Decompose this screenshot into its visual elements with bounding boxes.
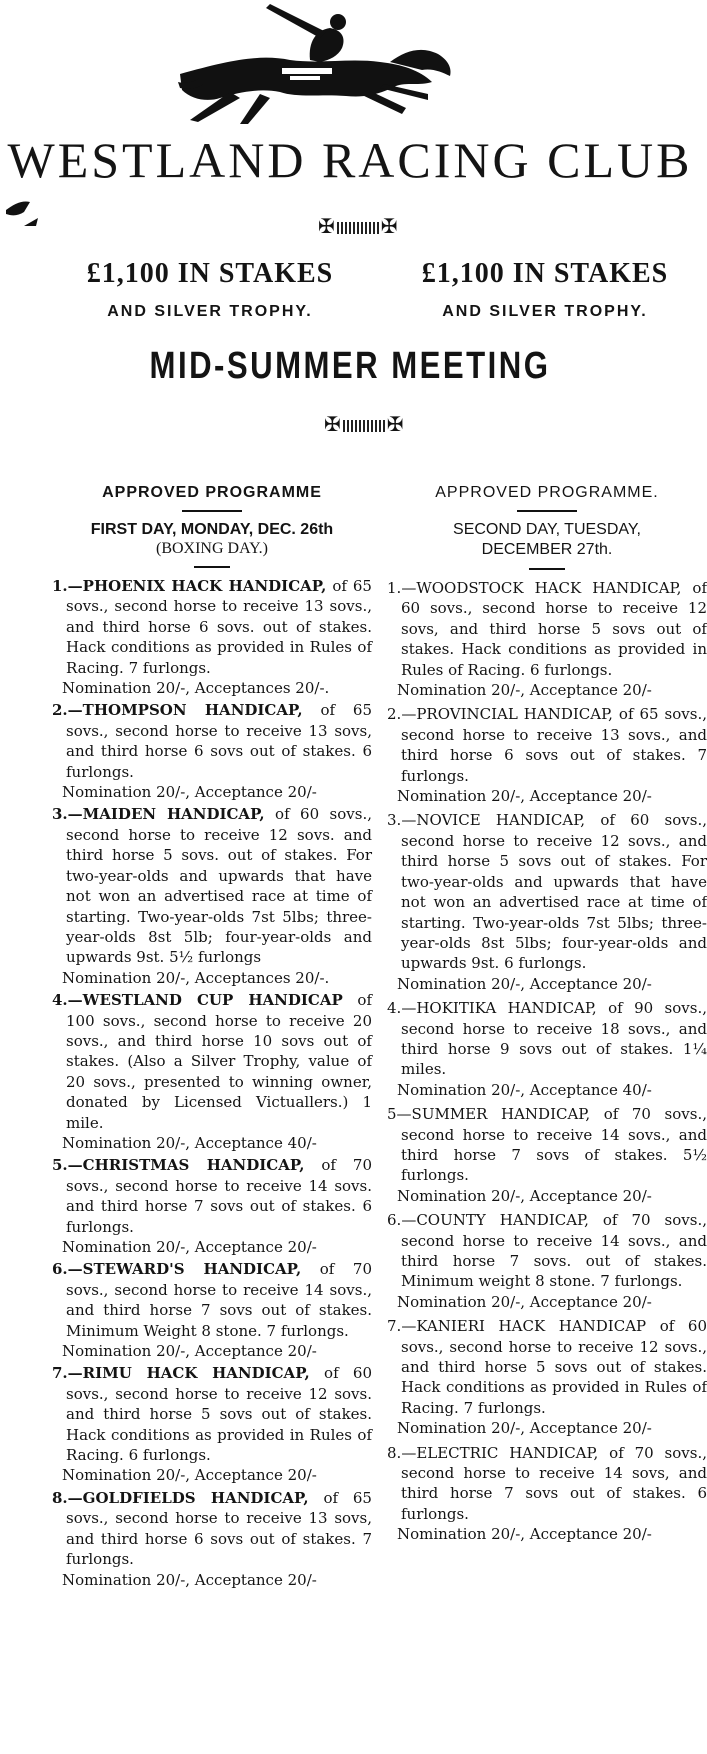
dotted-bar: [337, 222, 381, 234]
race-conditions: of 70 sovs., second horse to receive 14 sovs., and third horse 7 sovs of stakes. 5½ furlongs.: [401, 1105, 707, 1185]
ornament-divider-bottom: [324, 412, 406, 436]
race-entry: [387, 704, 707, 786]
race-conditions: of 70 sovs., second horse to receive 14 sovs. and third horse 7 sovs out of stakes. 6 furlongs.: [66, 1156, 372, 1236]
race-entry: [387, 1316, 707, 1418]
race-entry: [387, 1443, 707, 1525]
divider-rule: [529, 568, 565, 570]
nomination-fees: Nomination 20/-, Acceptance 20/-: [397, 787, 652, 806]
maltese-cross-icon: ✠: [380, 214, 400, 238]
nomination-fees: Nomination 20/-, Acceptance 40/-: [62, 1133, 317, 1152]
day-subtitle: (BOXING DAY.): [155, 540, 268, 557]
race-conditions: of 60 sovs., second horse to receive 12 sovs., and third horse 5 sovs out of stakes. Hack conditions as provided in Rules of Racing. 7 furlongs.: [401, 1317, 707, 1417]
first-day-column: [52, 484, 372, 1592]
race-number: 4.: [52, 991, 68, 1010]
race-number: 3.: [387, 811, 402, 830]
race-entry: [52, 990, 372, 1133]
race-name: —WESTLAND CUP HANDICAP: [67, 991, 343, 1010]
nomination-fees: Nomination 20/-, Acceptance 20/-: [397, 681, 652, 700]
maltese-cross-icon: ✠: [386, 412, 406, 436]
day-title: FIRST DAY, MONDAY, DEC. 26th: [90, 521, 334, 538]
race-name: —COUNTY HANDICAP,: [401, 1211, 589, 1230]
race-conditions: of 60 sovs., second horse to receive 12 sovs., and third horse 5 sovs out of stakes. For two-year-olds and upwards that have not won an advertised race at time of starting. Two-year-olds 7st 5lbs; three-year-olds 8st 5lbs; four-year-olds and upwards 9st. 6 furlongs.: [401, 811, 707, 973]
nomination-fees: Nomination 20/-, Acceptance 20/-: [62, 1570, 317, 1589]
dotted-bar: [343, 420, 387, 432]
nomination-fees: Nomination 20/-, Acceptance 20/-: [397, 1292, 652, 1311]
programme-heading: APPROVED PROGRAMME: [102, 484, 322, 501]
race-conditions: of 65 sovs., second horse to receive 13 sovs., and third horse 6 sovs out of stakes. 7 furlongs.: [401, 705, 707, 785]
race-number: 1.: [52, 577, 68, 595]
nomination-fees: Nomination 20/-, Acceptance 20/-: [397, 1419, 652, 1438]
race-entry: [387, 998, 707, 1080]
race-list: [387, 578, 707, 1545]
club-name-title: WESTLAND RACING CLUB: [7, 132, 693, 188]
nomination-fees: Nomination 20/-, Acceptances 20/-.: [62, 968, 330, 987]
race-number: 6.: [387, 1211, 402, 1230]
race-conditions: of 90 sovs., second horse to receive 18 sovs., and third horse 9 sovs out of stakes. 1¼ miles.: [401, 999, 707, 1079]
stakes-heading-right: £1,100 IN STAKES: [421, 258, 669, 289]
divider-rule: [182, 510, 242, 512]
race-name: —HOKITIKA HANDICAP,: [401, 999, 597, 1018]
nomination-fees: Nomination 20/-, Acceptance 40/-: [397, 1080, 652, 1099]
race-number: 4.: [387, 999, 402, 1018]
race-name: —PROVINCIAL HANDICAP,: [401, 705, 613, 724]
race-number: 2.: [52, 701, 68, 720]
race-name: —ELECTRIC HANDICAP,: [401, 1443, 599, 1462]
race-list: [52, 576, 372, 1590]
race-entry: [52, 700, 372, 782]
race-name: —NOVICE HANDICAP,: [401, 811, 586, 830]
race-number: 3.: [52, 805, 68, 824]
ornament-divider-top: [318, 214, 400, 238]
race-conditions: of 60 sovs., second horse to receive 12 sovs. and third horse 5 sovs. out of stakes. For two-year-olds and upwards that have not won an advertised race at time of starting. Two-year-olds 7st 5lbs; three-year-olds 8st 5lb; four-year-olds and upwards 9st. 5½ furlongs: [66, 805, 372, 967]
nomination-fees: Nomination 20/-, Acceptances 20/-.: [62, 679, 330, 698]
race-name: —GOLDFIELDS HANDICAP,: [67, 1488, 309, 1507]
race-entry: [52, 1488, 372, 1570]
maltese-cross-icon: ✠: [324, 412, 343, 436]
race-number: 8.: [52, 1488, 68, 1507]
race-conditions: of 70 sovs., second horse to receive 14 sovs., and third horse 7 sovs out of stakes. Minimum Weight 8 stone. 7 furlongs.: [66, 1260, 372, 1340]
race-entry: [387, 1104, 707, 1186]
second-day-column: [387, 484, 707, 1547]
stakes-subheading-left: AND SILVER TROPHY.: [107, 303, 313, 320]
nomination-fees: Nomination 20/-, Acceptance 20/-: [62, 1238, 317, 1256]
race-entry: [387, 810, 707, 973]
race-number: 5.: [52, 1156, 68, 1175]
race-entry: [52, 576, 372, 678]
nomination-fees: Nomination 20/-, Acceptance 20/-: [62, 1466, 317, 1485]
race-number: 1.: [387, 579, 402, 597]
nomination-fees: Nomination 20/-, Acceptance 20/-: [62, 783, 317, 802]
race-conditions: of 100 sovs., second horse to receive 20 sovs., and third horse 10 sovs out of stakes. (Also a Silver Trophy, value of 20 sovs., presented to winning owner, donated by Licensed Victuallers.) 1 mile.: [66, 991, 372, 1132]
race-name: —CHRISTMAS HANDICAP,: [67, 1156, 305, 1175]
racehorse-jockey-illustration: [170, 2, 460, 127]
nomination-fees: Nomination 20/-, Acceptance 20/-: [62, 1342, 317, 1361]
race-number: 6.: [52, 1260, 68, 1279]
race-name: —KANIERI HACK HANDICAP: [401, 1317, 647, 1336]
race-conditions: of 65 sovs., second horse to receive 13 sovs, and third horse 6 sovs out of stakes. 6 furlongs.: [66, 701, 372, 781]
stakes-subheading-right: AND SILVER TROPHY.: [442, 303, 648, 320]
race-name: —RIMU HACK HANDICAP,: [67, 1364, 310, 1383]
race-name: —MAIDEN HANDICAP,: [67, 805, 265, 824]
maltese-cross-icon: ✠: [318, 214, 337, 238]
race-entry: [387, 578, 707, 680]
race-name: —SUMMER HANDICAP,: [396, 1105, 591, 1124]
nomination-fees: Nomination 20/-, Acceptance 20/-: [397, 974, 652, 993]
meeting-title: MID-SUMMER MEETING: [149, 345, 551, 387]
race-conditions: of 70 sovs., second horse to receive 14 sovs., and third horse 7 sovs. out of stakes. Minimum weight 8 stone. 7 furlongs.: [401, 1211, 707, 1291]
race-conditions: of 60 sovs., second horse to receive 12 sovs. and third horse 5 sovs out of stakes. Hack conditions as provided in Rules of Racing. 6 furlongs.: [66, 1364, 372, 1465]
race-number: 7.: [387, 1317, 402, 1336]
race-entry: [52, 804, 372, 967]
race-name: —WOODSTOCK HACK HANDICAP,: [401, 579, 682, 597]
race-conditions: of 65 sovs., second horse to receive 13 sovs, and third horse 6 sovs out of stakes. 7 furlongs.: [66, 1488, 372, 1569]
nomination-fees: Nomination 20/-, Acceptance 20/-: [397, 1186, 652, 1205]
race-entry: [387, 1210, 707, 1292]
race-number: 5: [387, 1105, 397, 1124]
nomination-fees: Nomination 20/-, Acceptance 20/-: [397, 1525, 652, 1544]
programme-heading: APPROVED PROGRAMME.: [435, 484, 659, 501]
divider-rule: [194, 566, 230, 568]
race-entry: [52, 1155, 372, 1237]
race-conditions: of 60 sovs., second horse to receive 12 sovs, and third horse 5 sovs out of stakes. Hack conditions as provided in Rules of Racing. 6 furlongs.: [401, 579, 707, 679]
day-title-line-2: DECEMBER 27th.: [481, 541, 613, 558]
divider-rule: [517, 510, 577, 512]
margin-ink-mark: [4, 190, 44, 240]
race-name: —STEWARD'S HANDICAP,: [67, 1260, 302, 1279]
stakes-heading-left: £1,100 IN STAKES: [86, 258, 334, 289]
race-entry: [52, 1363, 372, 1465]
race-conditions: of 65 sovs., second horse to receive 13 sovs., and third horse 6 sovs. out of stakes. Hack conditions as provided in Rules of Racing. 7 furlongs.: [66, 577, 372, 677]
race-entry: [52, 1259, 372, 1341]
race-conditions: of 70 sovs., second horse to receive 14 sovs, and third horse 7 sovs out of stakes. 6 furlongs.: [401, 1443, 707, 1523]
race-name: —THOMPSON HANDICAP,: [67, 701, 303, 720]
day-title: SECOND DAY, TUESDAY,: [453, 521, 641, 538]
race-number: 7.: [52, 1364, 68, 1383]
race-name: —PHOENIX HACK HANDICAP,: [67, 577, 327, 595]
race-number: 8.: [387, 1443, 402, 1462]
race-number: 2.: [387, 705, 402, 724]
